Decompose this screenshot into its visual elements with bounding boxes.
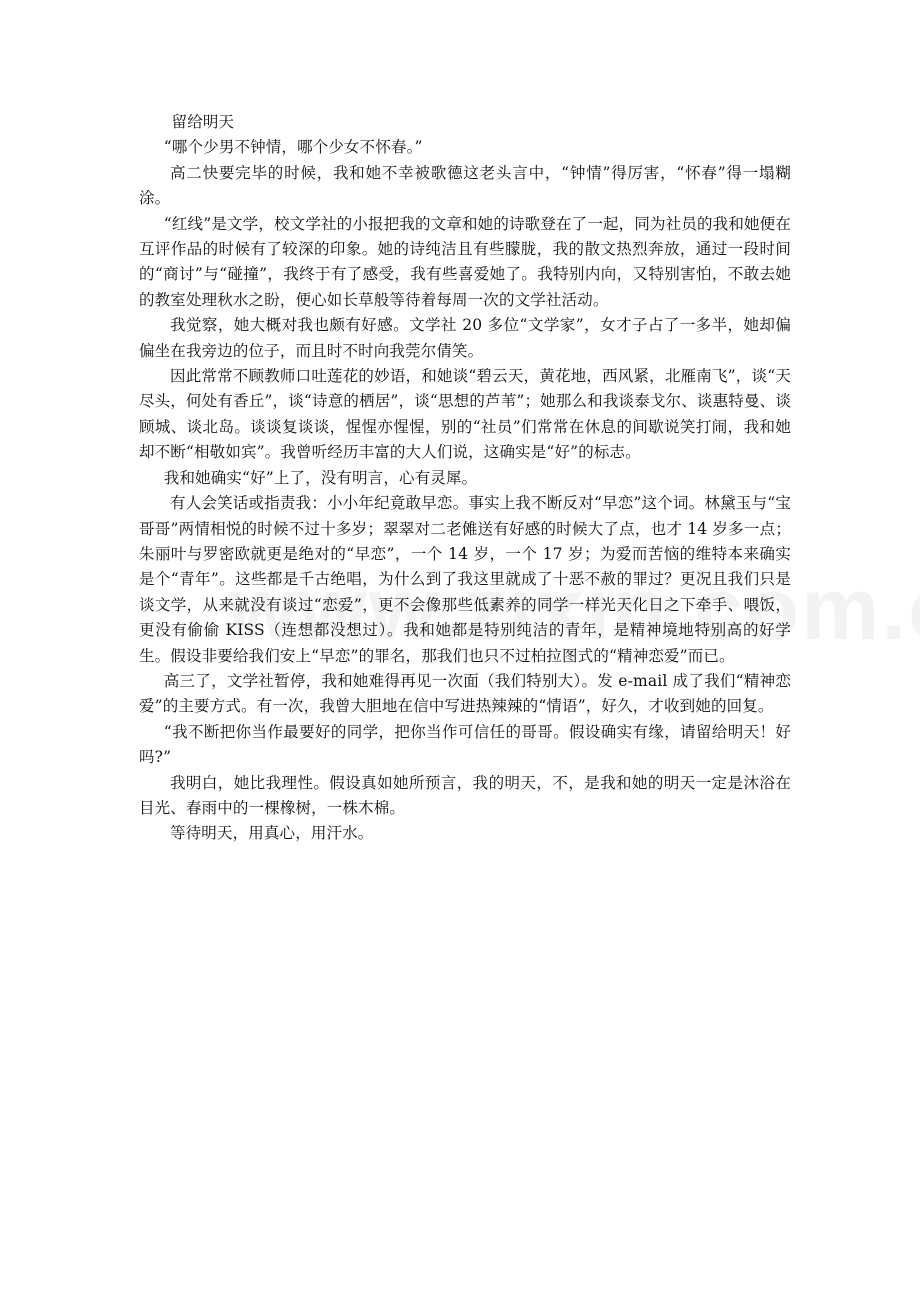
paragraph-8: 高三了，文学社暂停，我和她难得再见一次面（我们特别大）。发 e-mail 成了我们“精神恋爱”的主要方式。有一次，我曾大胆地在信中写进热辣辣的“情语”，好久，才收到她的回复。	[139, 671, 791, 716]
paragraph-3: “红线”是文学，校文学社的小报把我的文章和她的诗歌登在了一起，同为社员的我和她便在互评作品的时候有了较深的印象。她的诗纯洁且有些朦胧，我的散文热烈奔放，通过一段时间的“商讨”与“碰撞”，我终于有了感受，我有些喜爱她了。我特别内向，又特别害怕，不敢去她的教室处理秋水之盼，便心如长草般等待着每周一次的文学社活动。	[139, 214, 791, 309]
paragraph-9: “我不断把你当作最要好的同学，把你当作可信任的哥哥。假设确实有缘，请留给明天！好吗?”	[139, 722, 791, 767]
paragraph-10: 我明白，她比我理性。假设真如她所预言，我的明天，不，是我和她的明天一定是沐浴在目光、春雨中的一棵橡树，一株木棉。	[139, 773, 791, 817]
paragraph-5: 因此常常不顾教师口吐莲花的妙语，和她谈“碧云天，黄花地，西风紧，北雁南飞”，谈“天尽头，何处有香丘”，谈“诗意的栖居”，谈“思想的芦苇”；她那么和我谈泰戈尔、谈惠特曼、谈顾城、谈北岛。谈谈复谈谈，惺惺亦惺惺，别的“社员”们常常在休息的间歇说笑打闹，我和她却不断“相敬如宾”。我曾听经历丰富的大人们说，这确实是“好”的标志。	[139, 367, 791, 462]
paragraph-7: 有人会笑话或指责我：小小年纪竟敢早恋。事实上我不断反对“早恋”这个词。林黛玉与“宝哥哥”两情相悦的时候不过十多岁；翠翠对二老傩送有好感的时候大了点，也才 14 岁多一点；朱丽叶与罗密欧就更是绝对的“早恋”，一个 14 岁，一个 17 岁；为爱而苦恼的维特本来确实是个“青年”。这些都是千古绝唱，为什么到了我这里就成了十恶不赦的罪过？更况且我们只是谈文学，从来就没有谈过“恋爱”，更不会像那些低素养的同学一样光天化日之下牵手、喂饭，更没有偷偷 KISS（连想都没想过）。我和她都是特别纯洁的青年，是精神境地特别高的好学生。假设非要给我们安上“早恋”的罪名，那我们也只不过柏拉图式的“精神恋爱”而已。	[139, 494, 791, 665]
paragraph-4: 我觉察，她大概对我也颇有好感。文学社 20 多位“文学家”，女才子占了一多半，她却偏偏坐在我旁边的位子，而且时不时向我莞尔倩笑。	[139, 316, 791, 360]
paragraph-1: “哪个少男不钟情，哪个少女不怀春。”	[163, 138, 423, 157]
paragraph-2: 高二快要完毕的时候，我和她不幸被歌德这老头言中，“钟情”得厉害，“怀春”得一塌糊涂。	[139, 163, 791, 208]
paragraph-6: 我和她确实“好”上了，没有明言，心有灵犀。	[163, 468, 478, 487]
document-body	[139, 110, 791, 847]
document-title: 留给明天	[171, 113, 235, 131]
paragraph-11: 等待明天，用真心，用汗水。	[170, 824, 374, 843]
